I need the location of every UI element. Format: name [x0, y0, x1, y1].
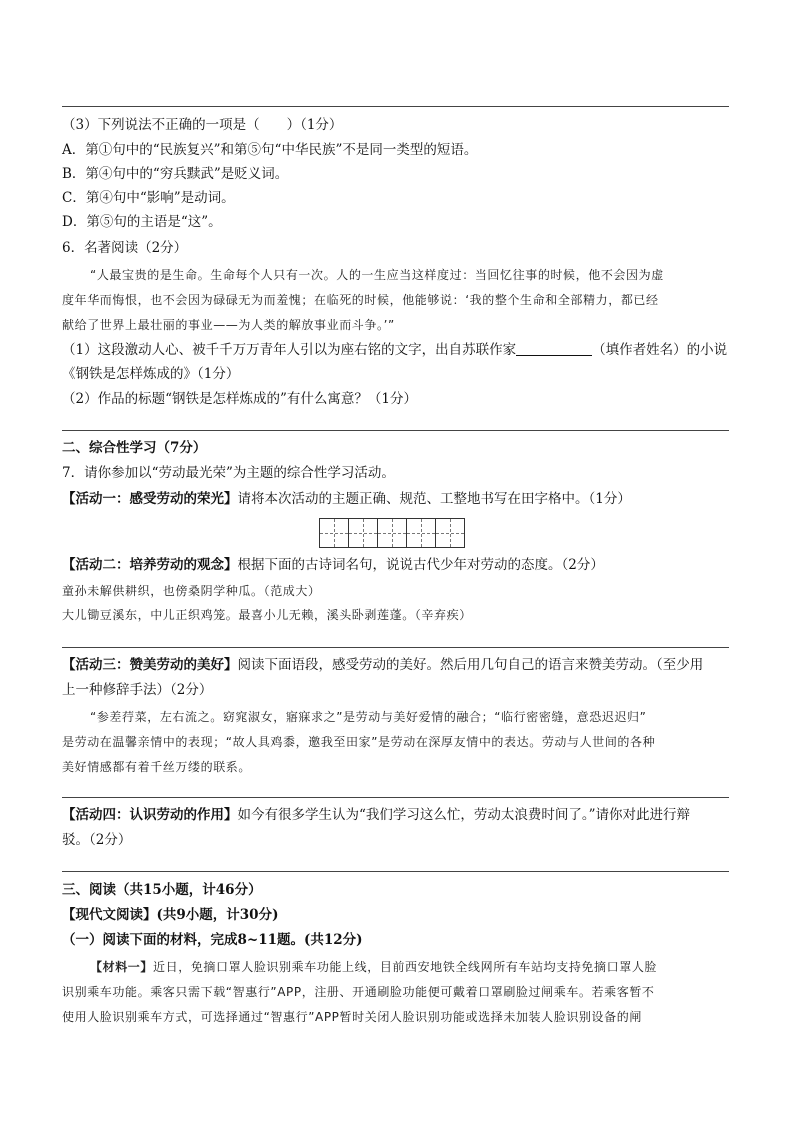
- q6-title: 6．名著阅读（2分）: [62, 240, 188, 256]
- activity4-text: 如今有很多学生认为“我们学习这么忙，劳动太浪费时间了。”请你对此进行辩: [237, 807, 691, 823]
- reading-part1-title: （一）阅读下面的材料，完成8~11题。(共12分): [62, 932, 363, 948]
- activity3-text: 阅读下面语段，感受劳动的美好。然后用几句自己的语言来赞美劳动。（至少用: [237, 657, 704, 673]
- section3-title: 三、阅读（共15小题，计46分）: [62, 882, 262, 898]
- q6-sub1-text2: （填作者姓名）的小说: [592, 342, 728, 358]
- option-a: A．第①句中的“民族复兴”和第⑤句“中华民族”不是同一类型的短语。: [62, 142, 478, 158]
- option-c: C．第④句中“影响”是动词。: [62, 190, 235, 206]
- activity3-passage: 美好情感都有着千丝万缕的联系。: [62, 760, 252, 774]
- tian-grid-cell[interactable]: [348, 518, 378, 548]
- activity3-passage: 是劳动在温馨亲情中的表现；“故人具鸡黍，邀我至田家”是劳动在深厚友情中的表达。劳动与人世间的各种: [62, 735, 656, 749]
- activity4: [62, 805, 690, 825]
- tian-grid-cell[interactable]: [406, 518, 436, 548]
- divider: [62, 871, 729, 872]
- divider: [62, 106, 729, 107]
- activity1: [62, 489, 631, 509]
- material1-label: 【材料一】: [90, 960, 154, 974]
- activity3-text2: 上一种修辞手法）（2分）: [62, 682, 213, 698]
- divider: [62, 430, 729, 431]
- poem-line: 大儿锄豆溪东，中儿正织鸡笼。最喜小儿无赖，溪头卧剥莲蓬。（辛弃疾）: [62, 608, 472, 622]
- activity2-label: 【活动二：培养劳动的观念】: [62, 557, 238, 573]
- q6-sub1: [62, 340, 727, 360]
- activity2: [62, 555, 604, 575]
- option-b: B．第④句中的“穷兵黩武”是贬义词。: [62, 166, 289, 182]
- answer-blank[interactable]: [516, 341, 592, 356]
- material1-line: 使用人脸识别乘车方式，可选择通过“智惠行”APP暂时关闭人脸识别功能或选择未加装人脸识别设备的闸: [62, 1010, 642, 1024]
- activity4-text2: 驳。（2分）: [62, 832, 132, 848]
- section3-subtitle: 【现代文阅读】(共9小题，计30分): [62, 907, 279, 923]
- q6-quote-line: “人最宝贵的是生命。生命每个人只有一次。人的一生应当这样度过：当回忆往事的时候，他不会因为虚: [90, 268, 664, 282]
- q6-sub1-text: （1）这段激动人心、被千千万万青年人引以为座右铭的文字，出自苏联作家: [62, 342, 517, 358]
- activity3: [62, 655, 703, 675]
- material1-line: [90, 957, 657, 977]
- activity4-label: 【活动四：认识劳动的作用】: [62, 807, 238, 823]
- option-d: D．第⑤句的主语是“这”。: [62, 214, 222, 230]
- tian-grid-cell[interactable]: [319, 518, 349, 548]
- activity2-text: 根据下面的古诗词名句，说说古代少年对劳动的态度。（2分）: [237, 557, 604, 573]
- section2-title: 二、综合性学习（7分）: [62, 440, 207, 456]
- activity3-passage: “参差荇菜，左右流之。窈窕淑女，寤寐求之”是劳动与美好爱情的融合；“临行密密缝，意恐迟迟归”: [90, 710, 647, 724]
- divider: [62, 647, 729, 648]
- activity1-text: 请将本次活动的主题正确、规范、工整地书写在田字格中。（1分）: [237, 491, 631, 507]
- material1-line: 识别乘车功能。乘客只需下载“智惠行”APP，注册、开通刷脸功能便可戴着口罩刷脸过闸乘车。若乘客暂不: [62, 985, 655, 999]
- q7-stem: 7．请你参加以“劳动最光荣”为主题的综合性学习活动。: [62, 465, 395, 481]
- q6-sub1-line2: 《钢铁是怎样炼成的》（1分）: [62, 366, 240, 382]
- material1-text: 近日，免摘口罩人脸识别乘车功能上线，目前西安地铁全线网所有车站均支持免摘口罩人脸: [153, 960, 658, 974]
- q6-sub2: （2）作品的标题“钢铁是怎样炼成的”有什么寓意？（1分）: [62, 391, 417, 407]
- activity3-label: 【活动三：赞美劳动的美好】: [62, 657, 238, 673]
- tian-grid-cell[interactable]: [377, 518, 407, 548]
- q5-3-stem: （3）下列说法不正确的一项是（ ）（1分）: [62, 117, 343, 133]
- divider: [62, 797, 729, 798]
- poem-line: 童孙未解供耕织，也傍桑阴学种瓜。（范成大）: [62, 584, 321, 598]
- activity1-label: 【活动一：感受劳动的荣光】: [62, 491, 238, 507]
- tian-grid[interactable]: [320, 518, 465, 548]
- q6-quote-line: 度年华而悔恨，也不会因为碌碌无为而羞愧；在临死的时候，他能够说：‘我的整个生命和全部精力，都已经: [62, 293, 659, 307]
- tian-grid-cell[interactable]: [435, 518, 465, 548]
- q6-quote-line: 献给了世界上最壮丽的事业——为人类的解放事业而斗争。’”: [62, 318, 395, 332]
